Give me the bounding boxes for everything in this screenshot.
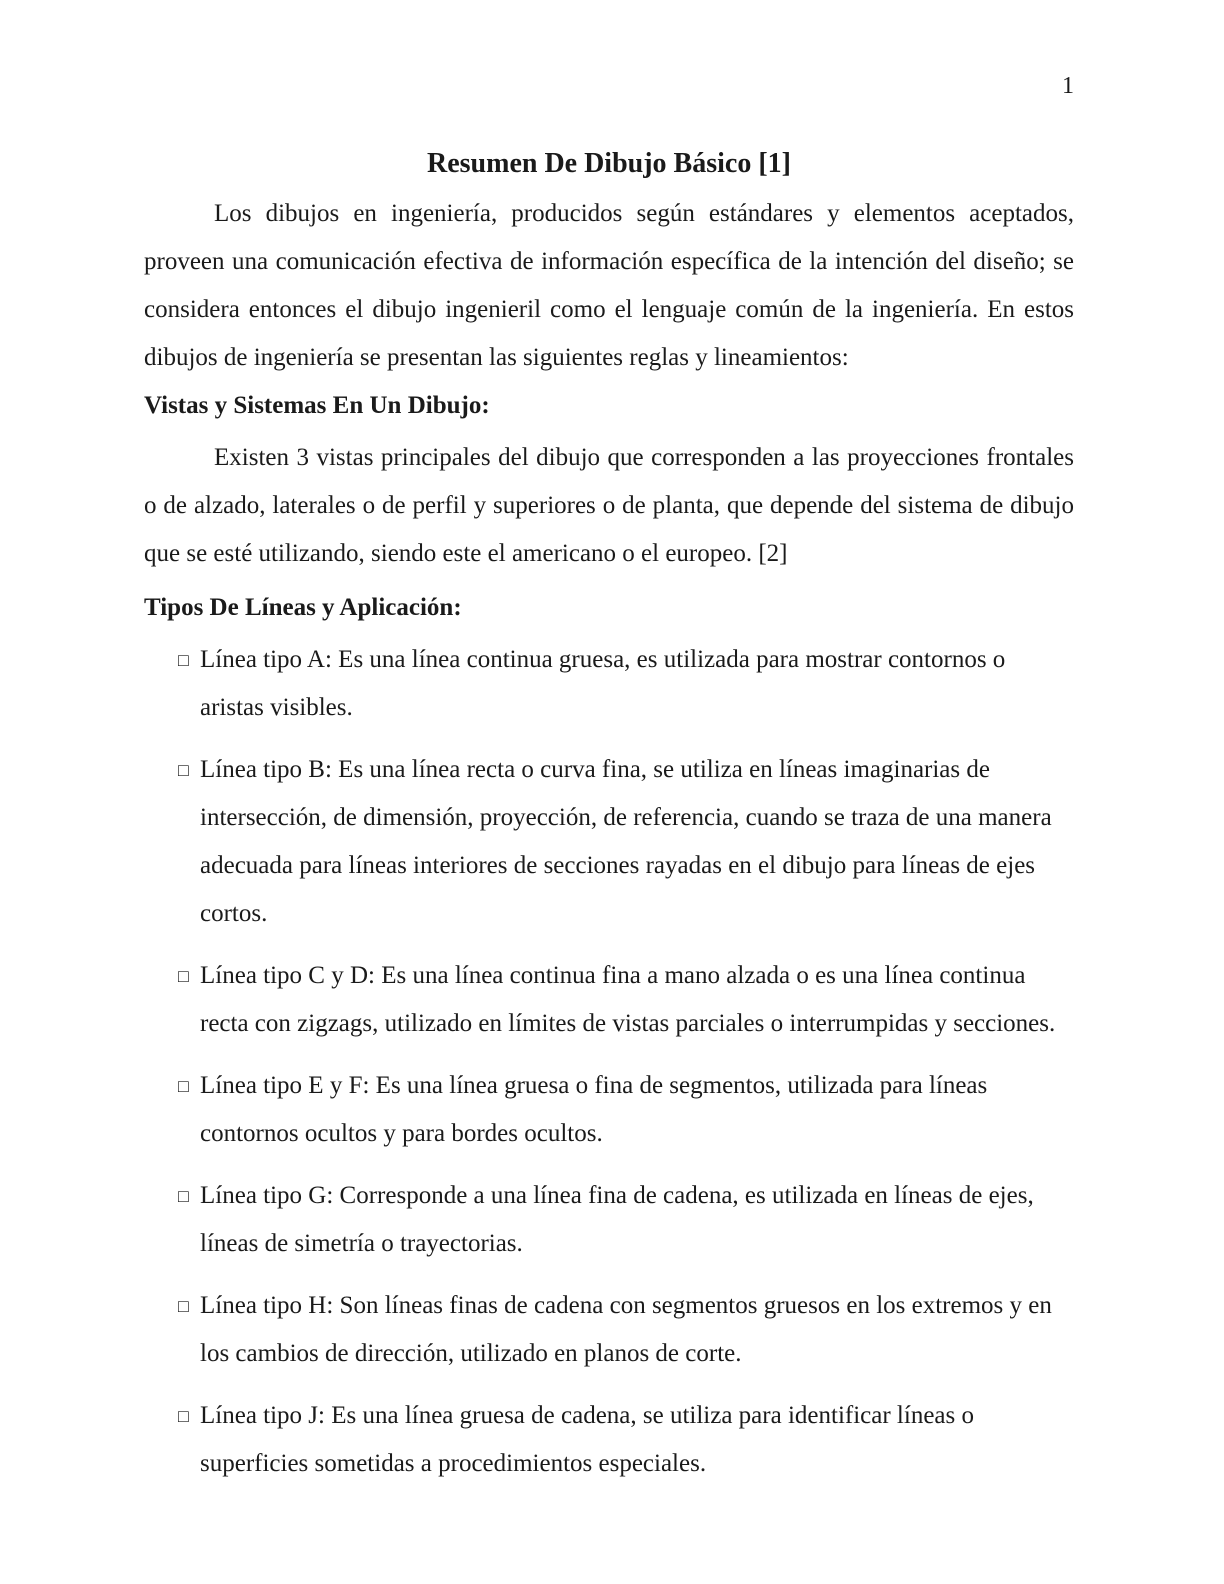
square-bullet-icon: □ xyxy=(178,966,189,986)
square-bullet-icon: □ xyxy=(178,1406,189,1426)
list-item-text: Línea tipo C y D: Es una línea continua fina a mano alzada o es una línea continua recta con zigzags, utilizado en límites de vistas parciales o interrumpidas y secciones. xyxy=(200,962,1056,1037)
list-item xyxy=(144,1172,1074,1268)
square-bullet-icon: □ xyxy=(178,1076,189,1096)
list-item-text: Línea tipo G: Corresponde a una línea fina de cadena, es utilizada en líneas de ejes, líneas de simetría o trayectorias. xyxy=(200,1182,1034,1257)
list-item-text: Línea tipo A: Es una línea continua gruesa, es utilizada para mostrar contornos o aristas visibles. xyxy=(200,646,1006,721)
square-bullet-icon: □ xyxy=(178,1186,189,1206)
list-item xyxy=(144,1062,1074,1158)
list-item xyxy=(144,952,1074,1048)
line-types-list xyxy=(144,636,1074,1488)
list-item-text: Línea tipo B: Es una línea recta o curva fina, se utiliza en líneas imaginarias de intersección, de dimensión, proyección, de referencia, cuando se traza de una manera adecuada para líneas interiores de secciones rayadas en el dibujo para líneas de ejes cortos. xyxy=(200,756,1052,927)
list-item xyxy=(144,636,1074,732)
intro-paragraph: Los dibujos en ingeniería, producidos según estándares y elementos aceptados, proveen una comunicación efectiva de información específica de la intención del diseño; se considera entonces el dibujo ingenieril como el lenguaje común de la ingeniería. En estos dibujos de ingeniería se presentan las siguientes reglas y lineamientos: xyxy=(144,200,1074,371)
list-item xyxy=(144,1392,1074,1488)
document-title: Resumen De Dibujo Básico [1] xyxy=(427,148,791,179)
square-bullet-icon: □ xyxy=(178,1296,189,1316)
section-heading-views: Vistas y Sistemas En Un Dibujo: xyxy=(144,392,490,419)
list-item xyxy=(144,1282,1074,1378)
page-number: 1 xyxy=(1062,73,1074,99)
document-body xyxy=(144,140,1074,1502)
square-bullet-icon: □ xyxy=(178,650,189,670)
views-paragraph: Existen 3 vistas principales del dibujo que corresponden a las proyecciones frontales o de alzado, laterales o de perfil y superiores o de planta, que depende del sistema de dibujo que se esté utilizando, siendo este el americano o el europeo. [2] xyxy=(144,444,1074,567)
section-heading-lines: Tipos De Líneas y Aplicación: xyxy=(144,594,462,621)
list-item-text: Línea tipo H: Son líneas finas de cadena con segmentos gruesos en los extremos y en los cambios de dirección, utilizado en planos de corte. xyxy=(200,1292,1052,1367)
list-item xyxy=(144,746,1074,938)
list-item-text: Línea tipo E y F: Es una línea gruesa o fina de segmentos, utilizada para líneas contornos ocultos y para bordes ocultos. xyxy=(200,1072,988,1147)
square-bullet-icon: □ xyxy=(178,760,189,780)
list-item-text: Línea tipo J: Es una línea gruesa de cadena, se utiliza para identificar líneas o superficies sometidas a procedimientos especiales. xyxy=(200,1402,974,1477)
